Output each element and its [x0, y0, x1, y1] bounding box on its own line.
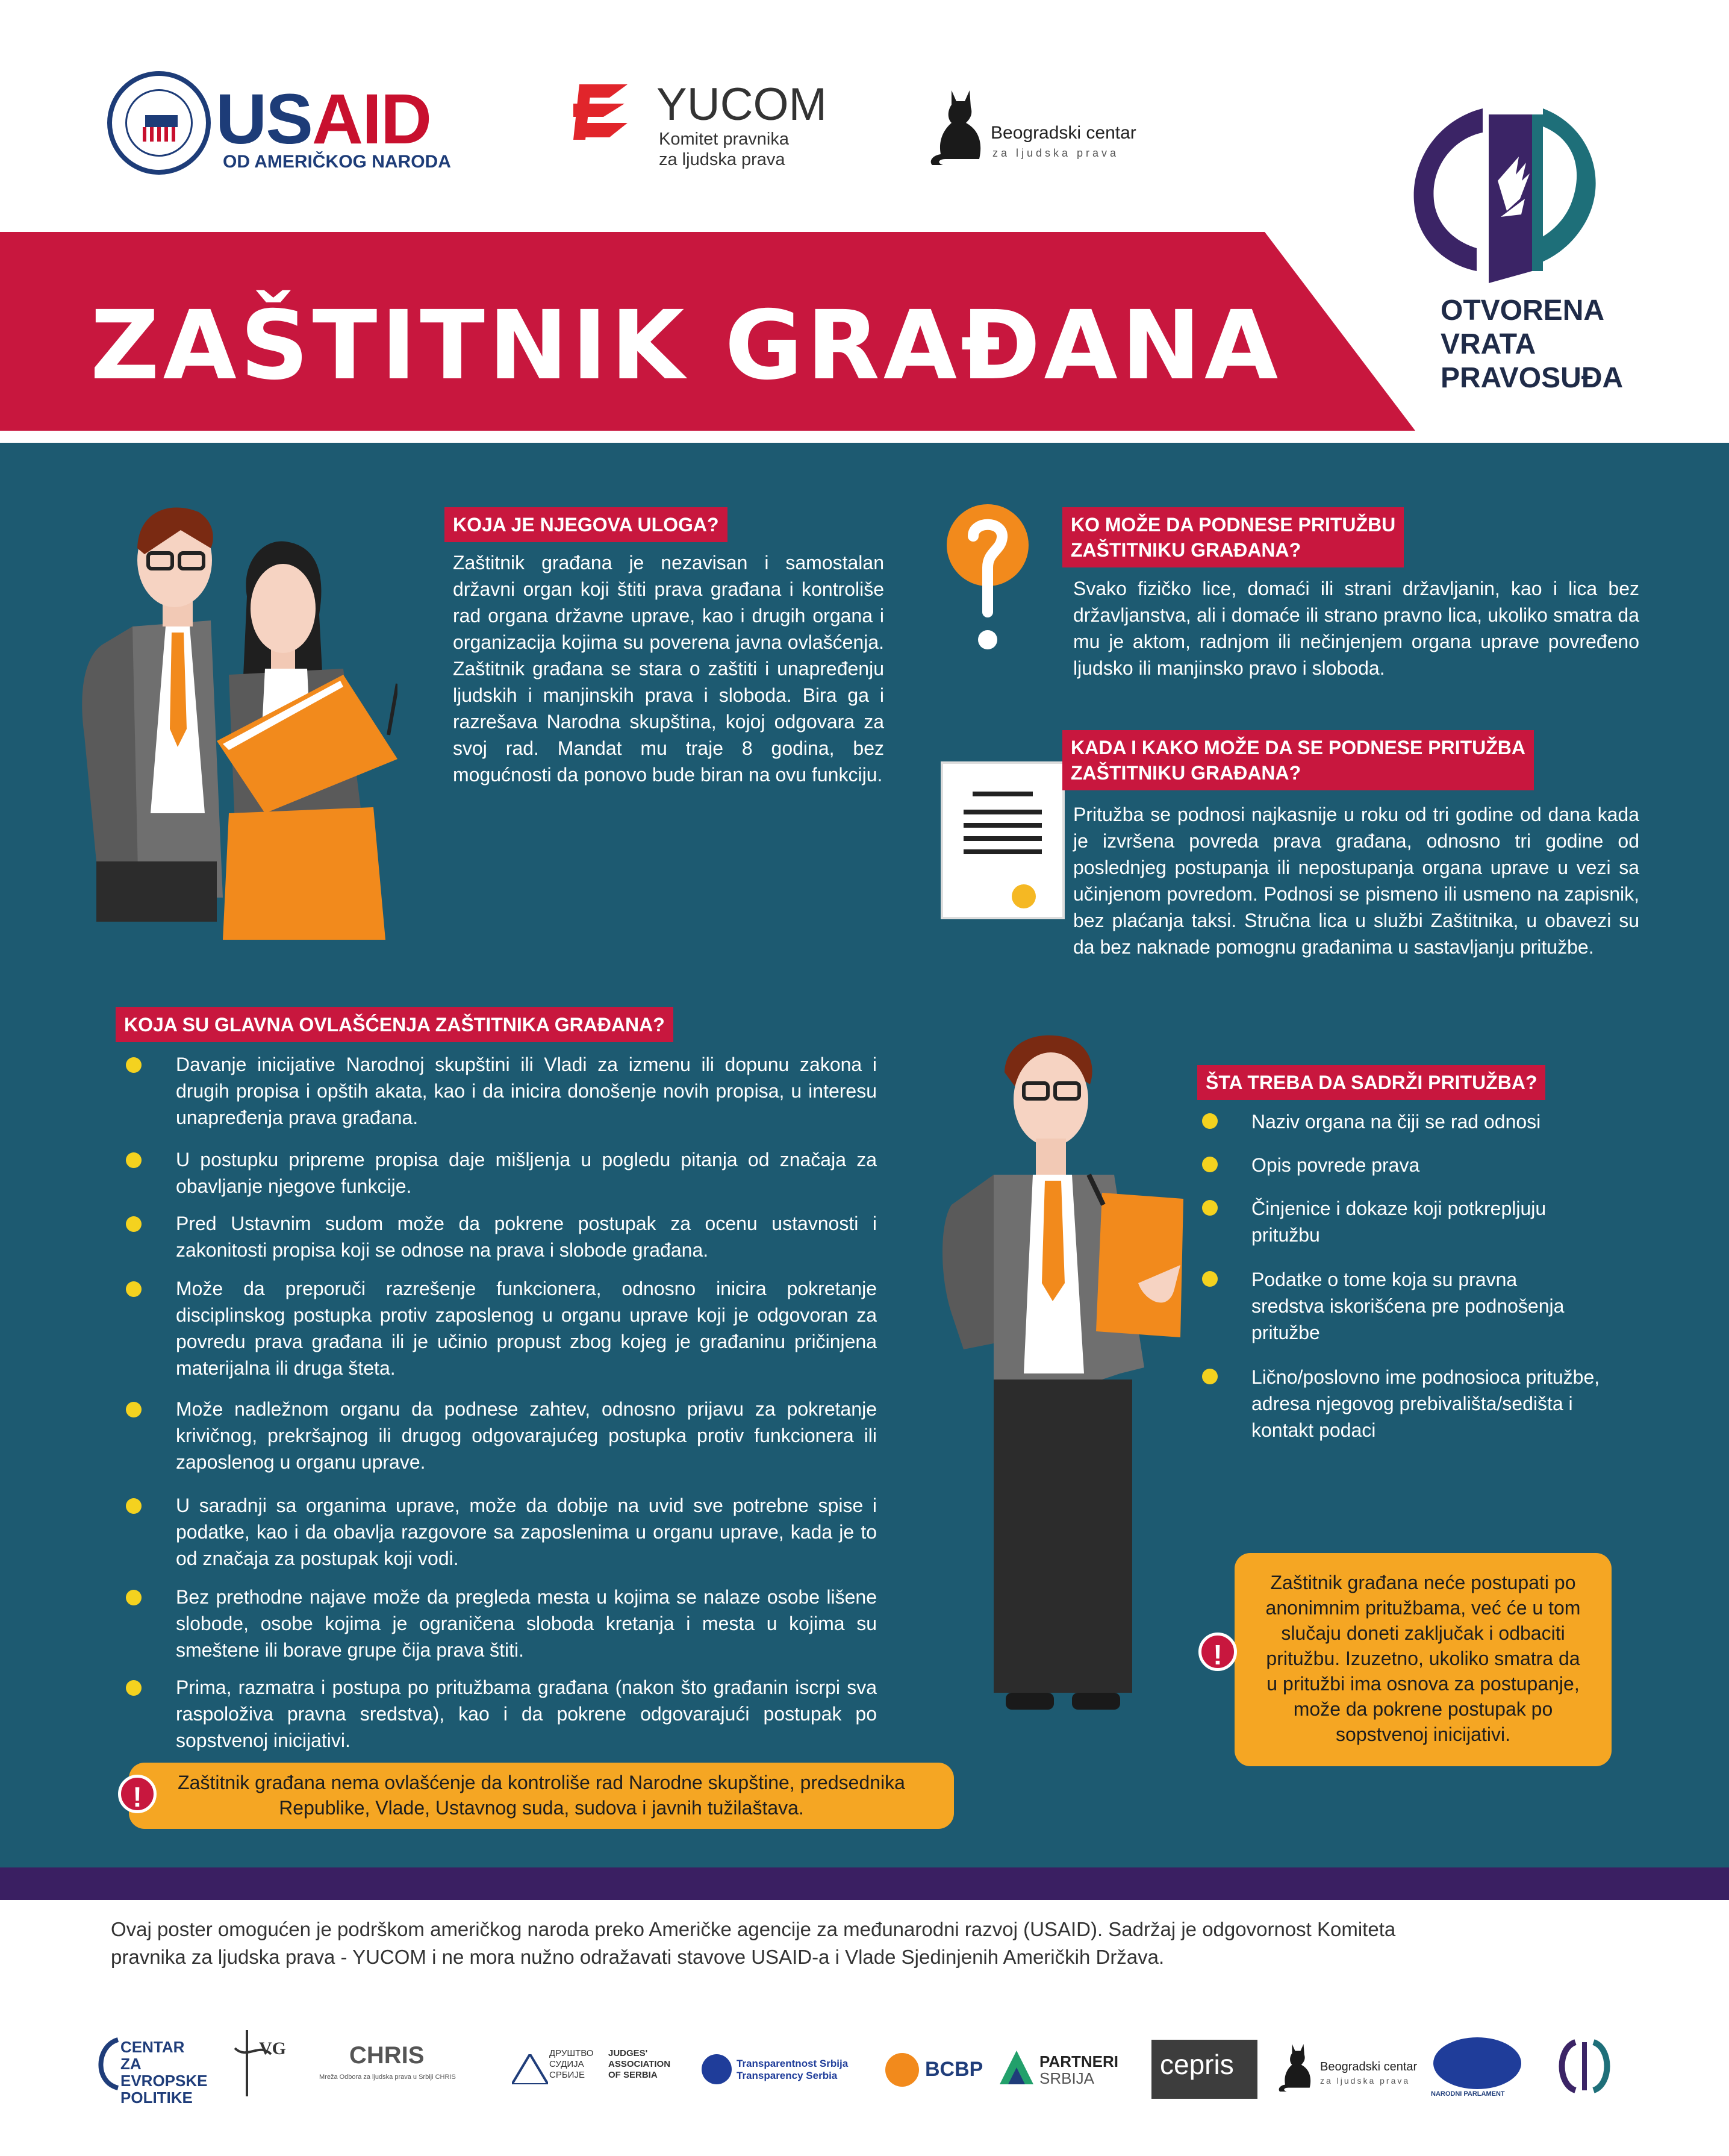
bullet-dot	[1202, 1200, 1218, 1216]
yucom-logo-mark	[567, 80, 634, 146]
bullet-dot	[126, 1680, 142, 1696]
cep-logo-mark	[90, 2034, 120, 2094]
chris-logo: CHRIS Mreža Odbora za ljudska prava u Srbiji CHRIS	[319, 2042, 456, 2081]
parlament-oval-icon	[1433, 2037, 1521, 2089]
cat-footer-icon	[1277, 2036, 1319, 2096]
list-item: Opis povrede prava	[1251, 1154, 1420, 1176]
cepris-logo: cepris	[1151, 2040, 1257, 2099]
bgc-logo-text: Beogradski centar	[991, 123, 1136, 143]
who-heading: KO MOŽE DA PODNESE PRITUŽBU ZAŠTITNIKU GRAĐANA?	[1062, 507, 1404, 567]
judges-association-logo: ДРУШТВО СУДИЈА СРБИЈЕ JUDGES' ASSOCIATION OF SERBIA	[512, 2030, 674, 2102]
usaid-seal-logo	[107, 71, 211, 175]
usaid-tagline: OD AMERIČKOG NARODA	[223, 152, 451, 172]
partneri-srbija-logo: PARTNERI SRBIJA	[1000, 2030, 1138, 2102]
when-text: Pritužba se podnosi najkasnije u roku od tri godine od dana kada je izvršena povreda prava građana, odnosno tri godine od poslednjeg postupanja ili nepostupanja organa uprave u vezi sa učinjenom povredom. Podnosi se pismeno ili usmeno na zapisnik, bez plaćanja taksi. Stručna lica u službi Zaštitnika, u obavezi su da bez naknade pomognu građanima u sastavljanju pritužbe.	[1073, 804, 1639, 958]
open-doors-title: OTVORENA VRATA PRAVOSUĐA	[1441, 295, 1624, 394]
couple-illustration	[60, 476, 397, 946]
list-item: Može nadležnom organu da podnese zahtev, odnosno prijavu za pokretanje krivičnog, prekršajnog ili drugog odgovarajućeg postupka protiv funkcionera ili zaposlenog u organu uprave.	[176, 1398, 877, 1473]
contents-heading: ŠTA TREBA DA SADRŽI PRITUŽBA?	[1197, 1065, 1545, 1100]
cep-logo: CENTAR ZA EVROPSKE POLITIKE	[90, 2030, 193, 2102]
list-item: Davanje inicijative Narodnoj skupštini ili Vladi za izmenu ili dopunu zakona i drugih propisa i opštih akata, kao i da inicira donošenje novih propisa, u interesu unapređenja prava građana.	[176, 1054, 877, 1128]
bullet-dot	[1202, 1113, 1218, 1129]
list-item: Lično/poslovno ime podnosioca pritužbe, adresa njegovog prebivališta/sedišta i kontakt podaci	[1251, 1366, 1600, 1441]
bgc-footer-logo: Beogradski centar za ljudska prava	[1277, 2030, 1433, 2102]
bullet-dot	[126, 1216, 142, 1232]
list-item: Naziv organa na čiji se rad odnosi	[1251, 1111, 1541, 1133]
transparency-globe-icon	[702, 2054, 732, 2084]
open-doors-logo	[1392, 90, 1609, 289]
panel-bottom-bar	[0, 1867, 1729, 1900]
role-text: Zaštitnik građana je nezavisan i samostalan državni organ koji štiti prava građana i kontroliše rad organa državne uprave, kao i drugih organa i organizacija kojima su poverena javna ovlašćenja. Zaštitnik građana se stara o zaštiti i unapređenju ljudskih i manjinskih prava i sloboda. Bira ga i razrešava Narodna skupština, kojoj odgovara za svoj rad. Mandat mu traje 8 godina, bez mogućnosti da ponovo bude biran na ovu funkciju.	[453, 552, 884, 786]
bullet-dot	[126, 1057, 142, 1073]
bgc-tagline: za ljudska prava	[992, 147, 1120, 159]
list-item: U postupku pripreme propisa daje mišljenja u pogledu pitanja od značaja za obavljanje njegove funkcije.	[176, 1149, 877, 1197]
list-item: Bez prethodne najave može da pregleda mesta u kojima se nalaze osobe lišene slobode, osobe kojima je ograničena sloboda kretanja i mesta u kojima su smeštene ili borave grupe čija prava štiti.	[176, 1586, 877, 1661]
bcbp-mark-icon	[885, 2053, 919, 2087]
role-heading: KOJA JE NJEGOVA ULOGA?	[444, 507, 727, 542]
powers-heading: KOJA SU GLAVNA OVLAŠĆENJA ZAŠTITNIKA GRAĐANA?	[116, 1007, 673, 1042]
bullet-dot	[1202, 1157, 1218, 1172]
bullet-dot	[126, 1402, 142, 1417]
list-item: Pred Ustavnim sudom može da pokrene postupak za ocenu ustavnosti i zakonitosti propisa koji se odnose na prava i slobode građana.	[176, 1213, 877, 1261]
warning-icon: !	[1198, 1633, 1237, 1671]
transparency-serbia-logo: Transparentnost Srbija Transparency Serbia	[702, 2030, 882, 2102]
partneri-mark-icon	[1000, 2051, 1033, 2084]
when-heading: KADA I KAKO MOŽE DA SE PODNESE PRITUŽBA ZAŠTITNIKU GRAĐANA?	[1062, 730, 1534, 790]
disclaimer-text: Ovaj poster omogućen je podrškom američkog naroda preko Američke agencije za međunarodni razvoj (USAID). Sadržaj je odgovornost Komiteta pravnika za ljudska prava - YUCOM i ne mora nužno odražavati stavove USAID-a i Vlade Sjedinjenih Američkih Država.	[111, 1918, 1396, 1968]
powers-notice: Zaštitnik građana nema ovlašćenje da kontroliše rad Narodne skupštine, predsednika Republike, Vlade, Ustavnog suda, sudova i javnih tužilaštava.	[129, 1763, 954, 1829]
bcbp-logo: BCBP	[885, 2030, 988, 2102]
list-item: U saradnji sa organima uprave, može da dobije na uvid sve potrebne spise i podatke, kao i da obavlja razgovore sa zaposlenima u organu uprave, kada je to od značaja za postupak koji vodi.	[176, 1495, 877, 1569]
warning-icon: !	[118, 1775, 157, 1813]
page-title: ZAŠTITNIK GRAĐANA	[90, 290, 1282, 401]
bullet-dot	[1202, 1271, 1218, 1287]
bullet-dot	[1202, 1369, 1218, 1384]
anonymous-notice: Zaštitnik građana neće postupati po anonimnim pritužbama, već će u tom slučaju doneti zaključak i odbaciti pritužbu. Izuzetno, ukoliko smatra da u pritužbi ima osnova za postupanje, može da pokrene postupak po sopstvenoj inicijativi.	[1235, 1553, 1612, 1766]
bullet-dot	[126, 1590, 142, 1605]
list-item: Prima, razmatra i postupa po pritužbama građana (nakon što građanin iscrpi sva raspoloživa pravna sredstva), kao i da pokrene odgovarajući postupak po sopstvenoj inicijativi.	[176, 1676, 877, 1751]
bullet-dot	[126, 1281, 142, 1297]
judges-emblem-logo	[1545, 2030, 1624, 2102]
yucom-tagline: Komitet pravnika za ljudska prava	[659, 130, 789, 169]
svg-text:VG: VG	[259, 2039, 286, 2058]
man-with-folder-illustration	[927, 1024, 1241, 1747]
bullet-dot	[126, 1498, 142, 1514]
judges-mark-icon	[512, 2054, 548, 2084]
question-mark-icon	[945, 500, 1030, 657]
list-item: Može da preporuči razrešenje funkcionera, odnosno inicira pokretanje disciplinskog postupka protiv zaposlenog u organu uprave koji je odgovoran za povredu prava građana ili je učinio propust zbog kojeg je građaninu pričinjena materijalna ili druga šteta.	[176, 1278, 877, 1379]
who-text: Svako fizičko lice, domaći ili strani državljanin, kao i lica bez državljanstva, ali i domaće ili strano pravno lica, ukoliko smatra da mu je aktom, radnjom ili nečinjenjem organa uprave povređeno ljudsko ili manjinsko pravo i sloboda.	[1073, 578, 1639, 679]
yucom-logo-text: YUCOM	[656, 79, 827, 130]
document-icon	[939, 760, 1066, 920]
bullet-dot	[126, 1152, 142, 1168]
cat-logo-icon	[927, 83, 994, 167]
vg-emblem-logo	[223, 2030, 295, 2102]
usaid-logo-text: USAID	[216, 80, 431, 159]
list-item: Činjenice i dokaze koji potkrepljuju pritužbu	[1251, 1198, 1547, 1246]
list-item: Podatke o tome koja su pravna sredstva iskorišćena pre podnošenja pritužbe	[1251, 1269, 1565, 1343]
narodni-parlament-logo: NARODNI PARLAMENT	[1431, 2030, 1527, 2102]
